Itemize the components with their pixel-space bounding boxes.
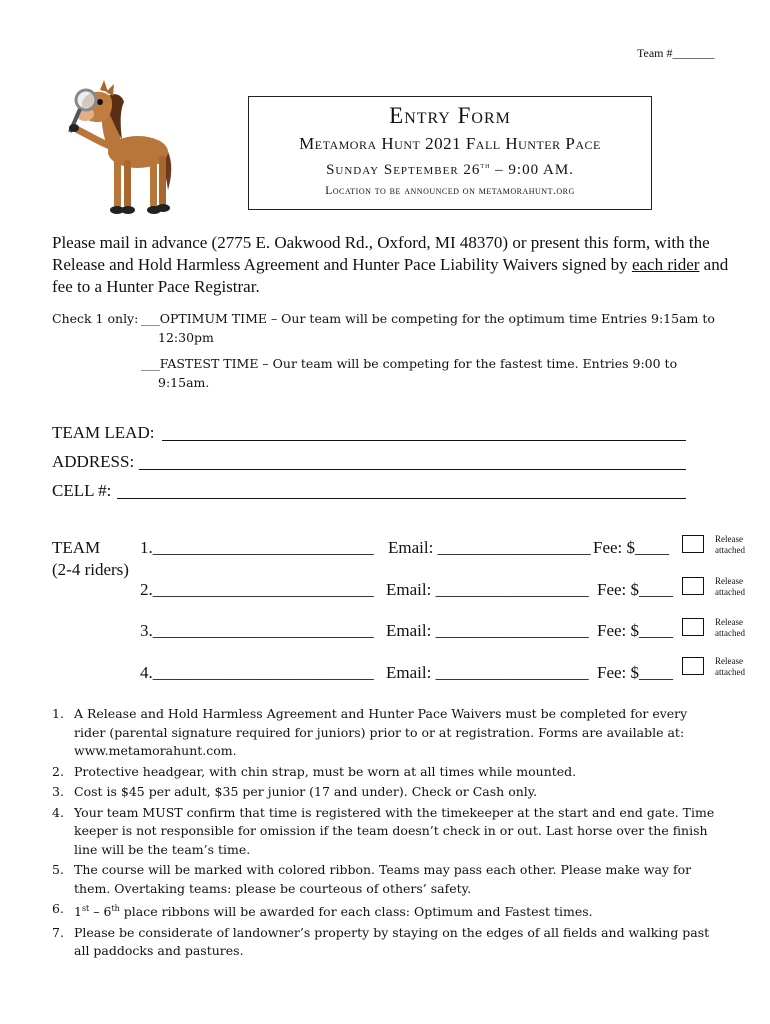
- rider-1-name-field[interactable]: 1.__________________________: [140, 538, 374, 557]
- team-lead-label: TEAM LEAD:: [52, 423, 155, 442]
- rider-4-fee-field[interactable]: Fee: $____: [597, 663, 674, 682]
- rider-4-name-field[interactable]: 4.__________________________: [140, 663, 374, 682]
- rule-item: 5. The course will be marked with colored ribbon. Teams may pass each other. Please make way for them. Overtaking teams: please be courteous of others’ safety.: [52, 862, 692, 896]
- rules-list: [52, 705, 722, 963]
- fastest-time-option[interactable]: ___FASTEST TIME – Our team will be competing for the fastest time. Entries 9:00 to: [141, 356, 678, 371]
- address-field[interactable]: [139, 469, 686, 470]
- team-number-field[interactable]: Team #_______: [637, 46, 715, 60]
- rule-item: 2. Protective headgear, with chin strap, must be worn at all times while mounted.: [52, 763, 577, 779]
- form-title: Entry Form: [389, 103, 511, 128]
- rider-2-email-field[interactable]: Email: __________________: [386, 580, 589, 599]
- rider-2-release-checkbox[interactable]: [682, 577, 704, 595]
- optimum-time-option[interactable]: ___OPTIMUM TIME – Our team will be competing for the optimum time Entries 9:15am to: [141, 311, 715, 326]
- rider-4-release-checkbox[interactable]: [682, 657, 704, 675]
- rule-item: 1. A Release and Hold Harmless Agreement and Hunter Pace Waivers must be completed for every rider (parental signature required for juniors) prior to or at registration. Forms are available at: www.metamorahunt.com.: [52, 706, 688, 758]
- event-name: Metamora Hunt 2021 Fall Hunter Pace: [299, 134, 601, 153]
- rider-1-release-label: Release attached: [715, 534, 745, 555]
- rider-1-email-field[interactable]: Email: __________________: [388, 538, 591, 557]
- rider-4-email-field[interactable]: Email: __________________: [386, 663, 589, 682]
- fastest-time-option-cont: 9:15am.: [158, 375, 210, 390]
- rule-item: 6. 1st – 6th place ribbons will be awarded for each class: Optimum and Fastest times.: [52, 901, 593, 920]
- rider-2-release-label: Release attached: [715, 576, 745, 597]
- rider-1-release-checkbox[interactable]: [682, 535, 704, 553]
- cell-field[interactable]: [117, 498, 686, 499]
- rule-item: 7. Please be considerate of landowner’s property by staying on the edges of all fields and walking past all paddocks and pastures.: [52, 924, 710, 959]
- rule-item: 4. Your team MUST confirm that time is registered with the timekeeper at the start and end gate. Time keeper is not responsible for omission if the team doesn’t check in or out. Last horse over the finish line will be the team’s time.: [52, 804, 715, 857]
- event-date: Sunday September 26th – 9:00 AM.: [326, 160, 574, 178]
- rule-item: 3. Cost is $45 per adult, $35 per junior (17 and under). Check or Cash only.: [52, 784, 538, 799]
- event-location: Location to be announced on metamorahunt.org: [325, 185, 575, 197]
- rider-4-release-label: Release attached: [715, 656, 745, 677]
- rider-3-release-checkbox[interactable]: [682, 618, 704, 636]
- rider-2-fee-field[interactable]: Fee: $____: [597, 580, 674, 599]
- rider-1-fee-field[interactable]: Fee: $____: [593, 538, 670, 557]
- rider-3-release-label: Release attached: [715, 617, 745, 638]
- intro-instructions: Please mail in advance (2775 E. Oakwood Rd., Oxford, MI 48370) or present this form, with the Release and Hold Harmless Agreement and Hunter Pace Liability Waivers signed by each rider and fee to a Hunter Pace Registrar.: [52, 233, 729, 296]
- team-lead-field[interactable]: [162, 440, 686, 441]
- rider-2-name-field[interactable]: 2.__________________________: [140, 580, 374, 599]
- cell-label: CELL #:: [52, 481, 112, 500]
- rider-3-fee-field[interactable]: Fee: $____: [597, 621, 674, 640]
- rider-3-name-field[interactable]: 3.__________________________: [140, 621, 374, 640]
- check-one-label: Check 1 only:: [52, 311, 139, 326]
- horse-with-magnifier-illustration: [60, 80, 190, 230]
- team-label: TEAM: [52, 538, 101, 557]
- rider-3-email-field[interactable]: Email: __________________: [386, 621, 589, 640]
- entry-form-header: [248, 96, 652, 210]
- optimum-time-option-cont: 12:30pm: [158, 330, 214, 345]
- team-size-label: (2-4 riders): [52, 560, 129, 579]
- address-label: ADDRESS:: [52, 452, 135, 471]
